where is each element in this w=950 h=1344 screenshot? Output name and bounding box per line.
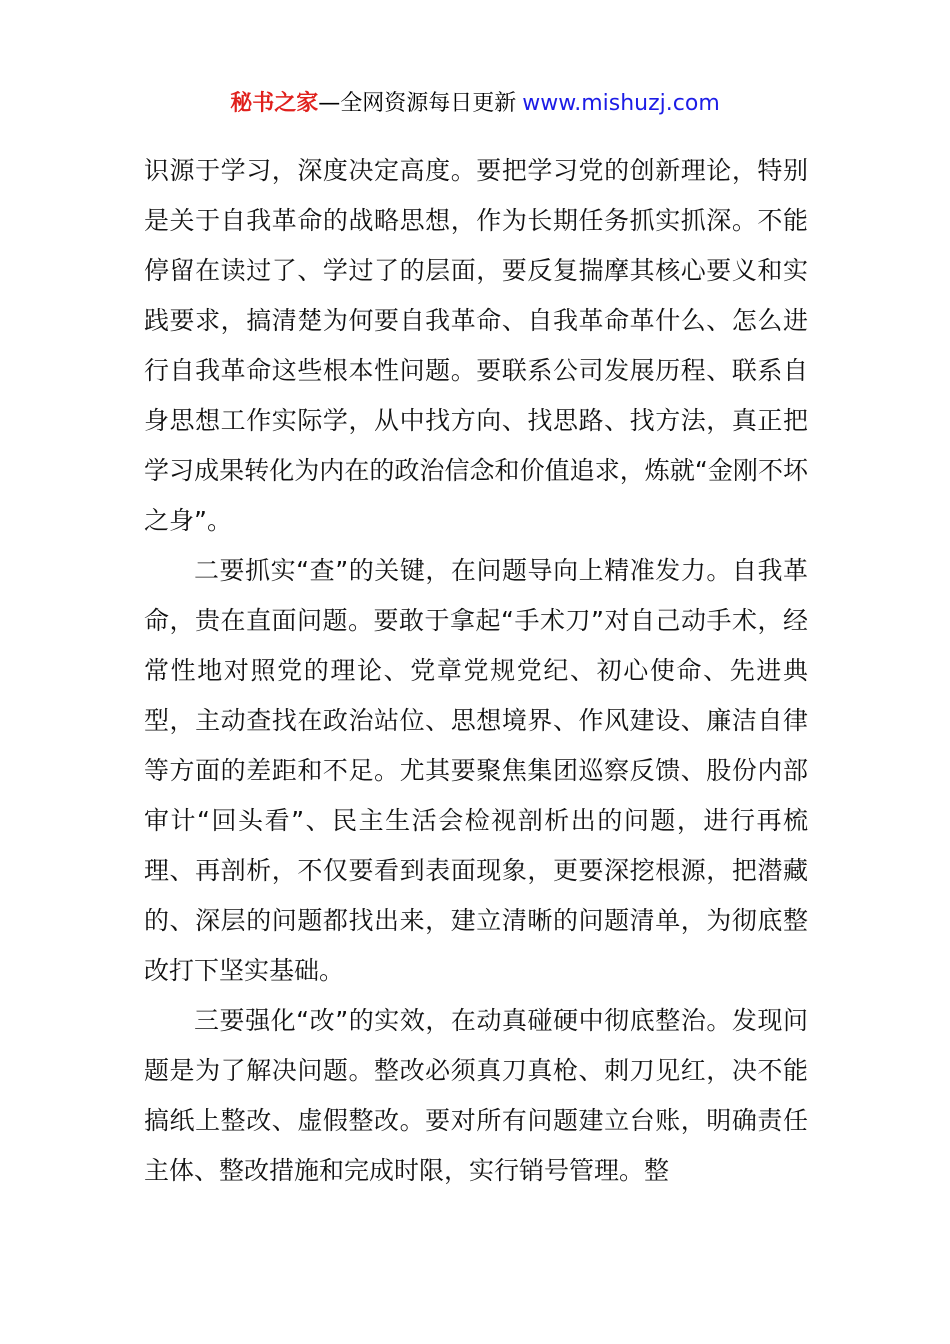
brand-name: 秘书之家 bbox=[230, 91, 319, 116]
site-link[interactable]: www.mishuzj.com bbox=[522, 91, 720, 116]
paragraph-2: 二要抓实“查”的关键，在问题导向上精准发力。自我革命，贵在直面问题。要敢于拿起“手术刀”对自己动手术，经常性地对照党的理论、党章党规党纪、初心使命、先进典型，主动查找在政治站位、思想境界、作风建设、廉洁自律等方面的差距和不足。尤其要聚焦集团巡察反馈、股份内部审计“回头看”、民主生活会检视剖析出的问题，进行再梳理、再剖析，不仅要看到表面现象，更要深挖根源，把潜藏的、深层的问题都找出来，建立清晰的问题清单，为彻底整改打下坚实基础。 bbox=[144, 556, 808, 985]
paragraph-1: 识源于学习，深度决定高度。要把学习党的创新理论，特别是关于自我革命的战略思想，作为长期任务抓实抓深。不能停留在读过了、学过了的层面，要反复揣摩其核心要义和实践要求，搞清楚为何要自我革命、自我革命革什么、怎么进行自我革命这些根本性问题。要联系公司发展历程、联系自身思想工作实际学，从中找方向、找思路、找方法，真正把学习成果转化为内在的政治信念和价值追求，炼就“金刚不坏之身”。 bbox=[144, 156, 808, 535]
page-header bbox=[0, 88, 950, 120]
header-tagline: 全网资源每日更新 bbox=[340, 91, 517, 116]
paragraph-3: 三要强化“改”的实效，在动真碰硬中彻底整治。发现问题是为了解决问题。整改必须真刀真枪、刺刀见红，决不能搞纸上整改、虚假整改。要对所有问题建立台账，明确责任主体、整改措施和完成时限，实行销号管理。整 bbox=[144, 1006, 808, 1185]
document-body bbox=[144, 146, 808, 1196]
header-dash: — bbox=[318, 91, 341, 116]
